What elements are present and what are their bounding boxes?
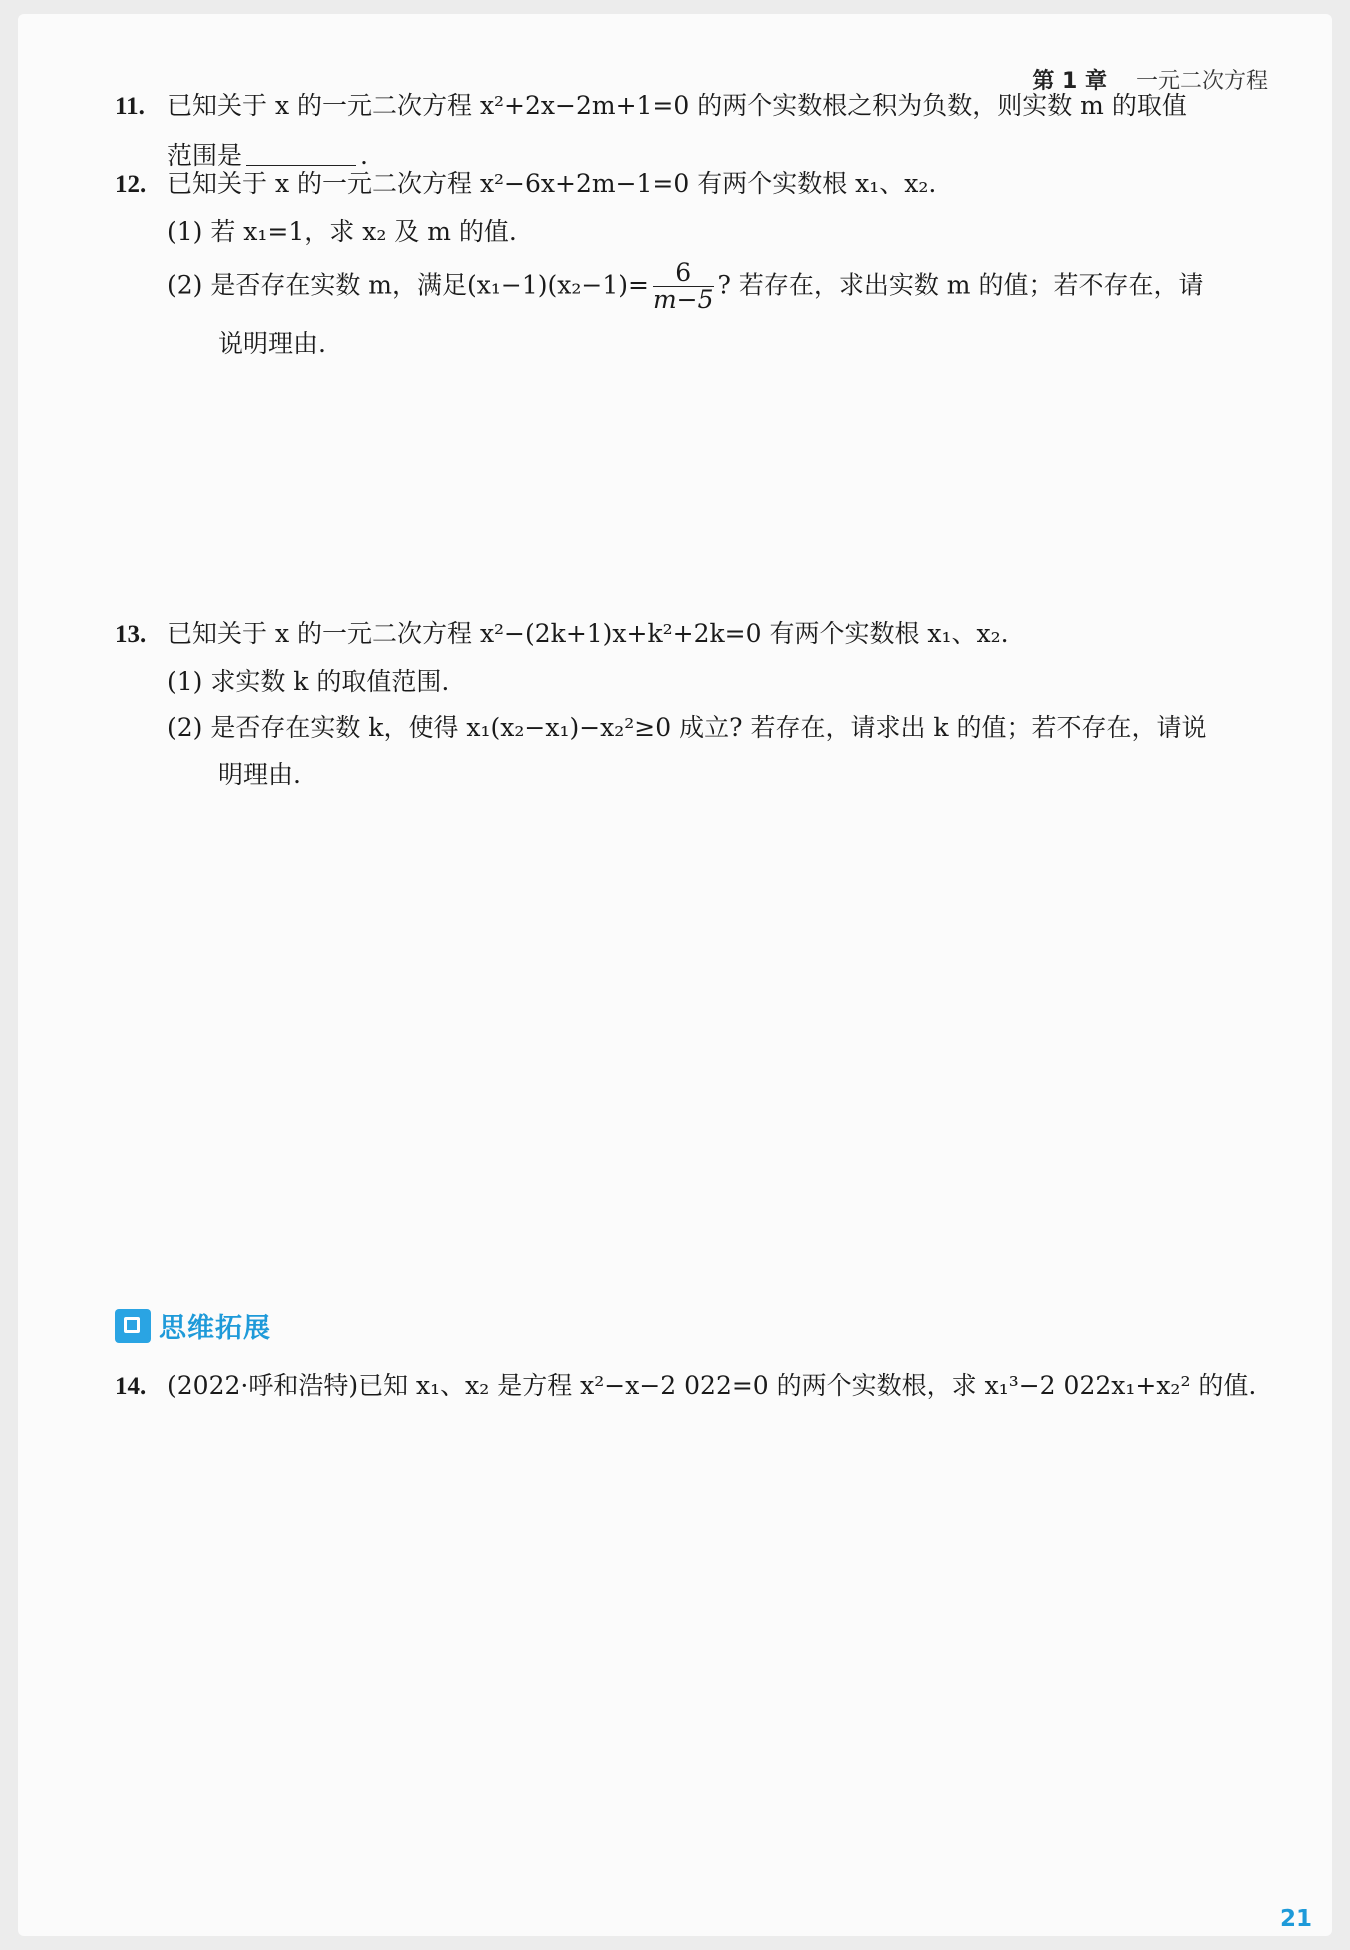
- continuation-end: .: [360, 140, 368, 170]
- sub-question-2: [167, 260, 1310, 314]
- chapter-label: 第 1 章: [1032, 69, 1107, 94]
- question-11: [115, 90, 1310, 172]
- question-stem: 已知关于 x 的一元二次方程 x²−(2k+1)x+k²+2k=0 有两个实数根 x₁、x₂.: [167, 619, 1009, 648]
- textbook-page: [18, 14, 1332, 1936]
- sub-question-2-continuation: 说明理由.: [218, 328, 326, 358]
- section-heading: [115, 1306, 271, 1345]
- sub-question-2-continuation: 明理由.: [218, 759, 301, 789]
- continuation-text: 范围是: [167, 140, 243, 170]
- fraction-numerator: 6: [653, 260, 714, 287]
- section-label: 思维拓展: [159, 1313, 271, 1344]
- question-stem: 已知关于 x 的一元二次方程 x²+2x−2m+1=0 的两个实数根之积为负数，则实数 m 的取值: [167, 91, 1187, 120]
- question-number: 11.: [115, 93, 145, 120]
- fraction: [653, 260, 714, 314]
- question-number: 13.: [115, 621, 147, 648]
- question-14: [115, 1370, 1310, 1404]
- sub-question-2-text: (2) 是否存在实数 m，满足(x₁−1)(x₂−1)=: [167, 270, 649, 300]
- sub-question-2-text-end: ? 若存在，求出实数 m 的值；若不存在，请: [717, 270, 1204, 300]
- answer-blank[interactable]: [246, 143, 356, 166]
- question-13: [115, 618, 1310, 791]
- fraction-denominator: m−5: [652, 285, 714, 315]
- question-number: 12.: [115, 171, 147, 198]
- chapter-title: 一元二次方程: [1135, 69, 1268, 94]
- page-number: 21: [1280, 1906, 1313, 1932]
- sub-question-2: (2) 是否存在实数 k，使得 x₁(x₂−x₁)−x₂²≥0 成立? 若存在，请求出 k 的值；若不存在，请说: [167, 713, 1207, 742]
- sub-question-1: (1) 若 x₁=1，求 x₂ 及 m 的值.: [167, 216, 517, 246]
- question-number: 14.: [115, 1373, 147, 1400]
- sub-question-1: (1) 求实数 k 的取值范围.: [167, 666, 450, 696]
- question-stem: (2022·呼和浩特)已知 x₁、x₂ 是方程 x²−x−2 022=0 的两个实数根，求 x₁³−2 022x₁+x₂² 的值.: [167, 1371, 1257, 1400]
- question-stem: 已知关于 x 的一元二次方程 x²−6x+2m−1=0 有两个实数根 x₁、x₂.: [167, 169, 937, 198]
- question-12: [115, 168, 1310, 360]
- pencil-note-icon: [115, 1309, 151, 1343]
